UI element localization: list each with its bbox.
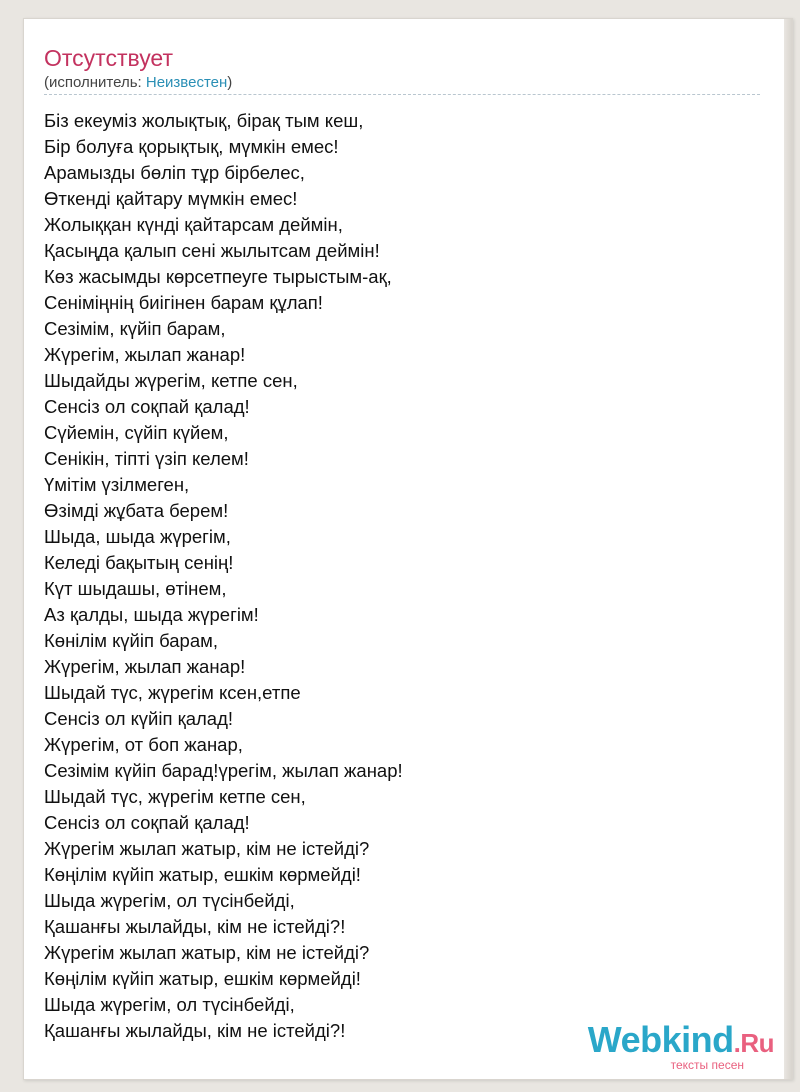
lyric-line: Қасыңда қалып сені жылытсам деймін! (44, 240, 380, 261)
header-divider (44, 94, 760, 95)
lyric-line: Өзімді жұбата берем! (44, 500, 229, 521)
lyric-line: Өткенді қайтару мүмкін емес! (44, 188, 298, 209)
lyric-line: Көнілім күйіп барам, (44, 630, 218, 651)
lyric-line: Қашанғы жылайды, кім не істейді?! (44, 1020, 346, 1041)
lyric-line: Шыдай түс, жүрегім ксен,етпе (44, 682, 301, 703)
logo-tagline: тексты песен (670, 1058, 744, 1072)
artist-line (44, 74, 232, 92)
lyric-line: Көңілім күйіп жатыр, ешкім көрмейді! (44, 968, 361, 989)
lyrics-text (44, 108, 403, 1044)
lyric-line: Жүрегім, жылап жанар! (44, 344, 246, 365)
lyric-line: Арамызды бөліп тұр бірбелес, (44, 162, 305, 183)
lyric-line: Аз қалды, шыда жүрегім! (44, 604, 259, 625)
lyric-line: Шыдай түс, жүрегім кетпе сен, (44, 786, 306, 807)
lyric-line: Жүрегім жылап жатыр, кім не істейді? (44, 942, 370, 963)
lyric-line: Сенсіз ол соқпай қалад! (44, 812, 250, 833)
lyric-line: Жүрегім, от боп жанар, (44, 734, 243, 755)
song-title: Отсутствует (44, 45, 173, 71)
artist-suffix: ) (227, 74, 233, 91)
webkind-logo (587, 1019, 774, 1072)
lyric-line: Сенікін, тіпті үзіп келем! (44, 448, 249, 469)
lyric-line: Үмітім үзілмеген, (44, 474, 190, 495)
logo-tld: .Ru (733, 1028, 774, 1058)
lyric-line: Сүйемін, сүйіп күйем, (44, 422, 229, 443)
lyric-line: Жолыққан күнді қайтарсам деймін, (44, 214, 343, 235)
lyric-line: Көз жасымды көрсетпеуге тырыстым-ақ, (44, 266, 392, 287)
lyric-line: Көңілім күйіп жатыр, ешкім көрмейді! (44, 864, 361, 885)
artist-link[interactable]: Неизвестен (145, 74, 228, 91)
logo-wordmark (587, 1019, 774, 1061)
lyric-line: Сезімім күйіп барад!үрегім, жылап жанар! (44, 760, 403, 781)
lyrics-sheet (23, 18, 793, 1080)
lyric-line: Келеді бақытың сенің! (44, 552, 234, 573)
logo-name: Webkind (587, 1019, 734, 1060)
lyric-line: Шыда, шыда жүрегім, (44, 526, 231, 547)
lyric-line: Жүрегім жылап жатыр, кім не істейді? (44, 838, 370, 859)
lyric-line: Сенсіз ол күйіп қалад! (44, 708, 234, 729)
lyric-line: Сенсіз ол соқпай қалад! (44, 396, 250, 417)
page-edge-shadow (784, 19, 792, 1079)
lyric-line: Жүрегім, жылап жанар! (44, 656, 246, 677)
lyric-line: Бір болуға қорықтық, мүмкін емес! (44, 136, 339, 157)
lyric-line: Қашанғы жылайды, кім не істейді?! (44, 916, 346, 937)
lyric-line: Күт шыдашы, өтінем, (44, 578, 227, 599)
lyric-line: Шыдайды жүрегім, кетпе сен, (44, 370, 298, 391)
lyric-line: Шыда жүрегім, ол түсінбейді, (44, 994, 295, 1015)
lyric-line: Шыда жүрегім, ол түсінбейді, (44, 890, 295, 911)
lyric-line: Сеніміңнің биігінен барам құлап! (44, 292, 323, 313)
lyric-line: Сезімім, күйіп барам, (44, 318, 226, 339)
artist-prefix: (исполнитель: (44, 74, 146, 91)
lyric-line: Біз екеуміз жолықтық, бірақ тым кеш, (44, 110, 364, 131)
